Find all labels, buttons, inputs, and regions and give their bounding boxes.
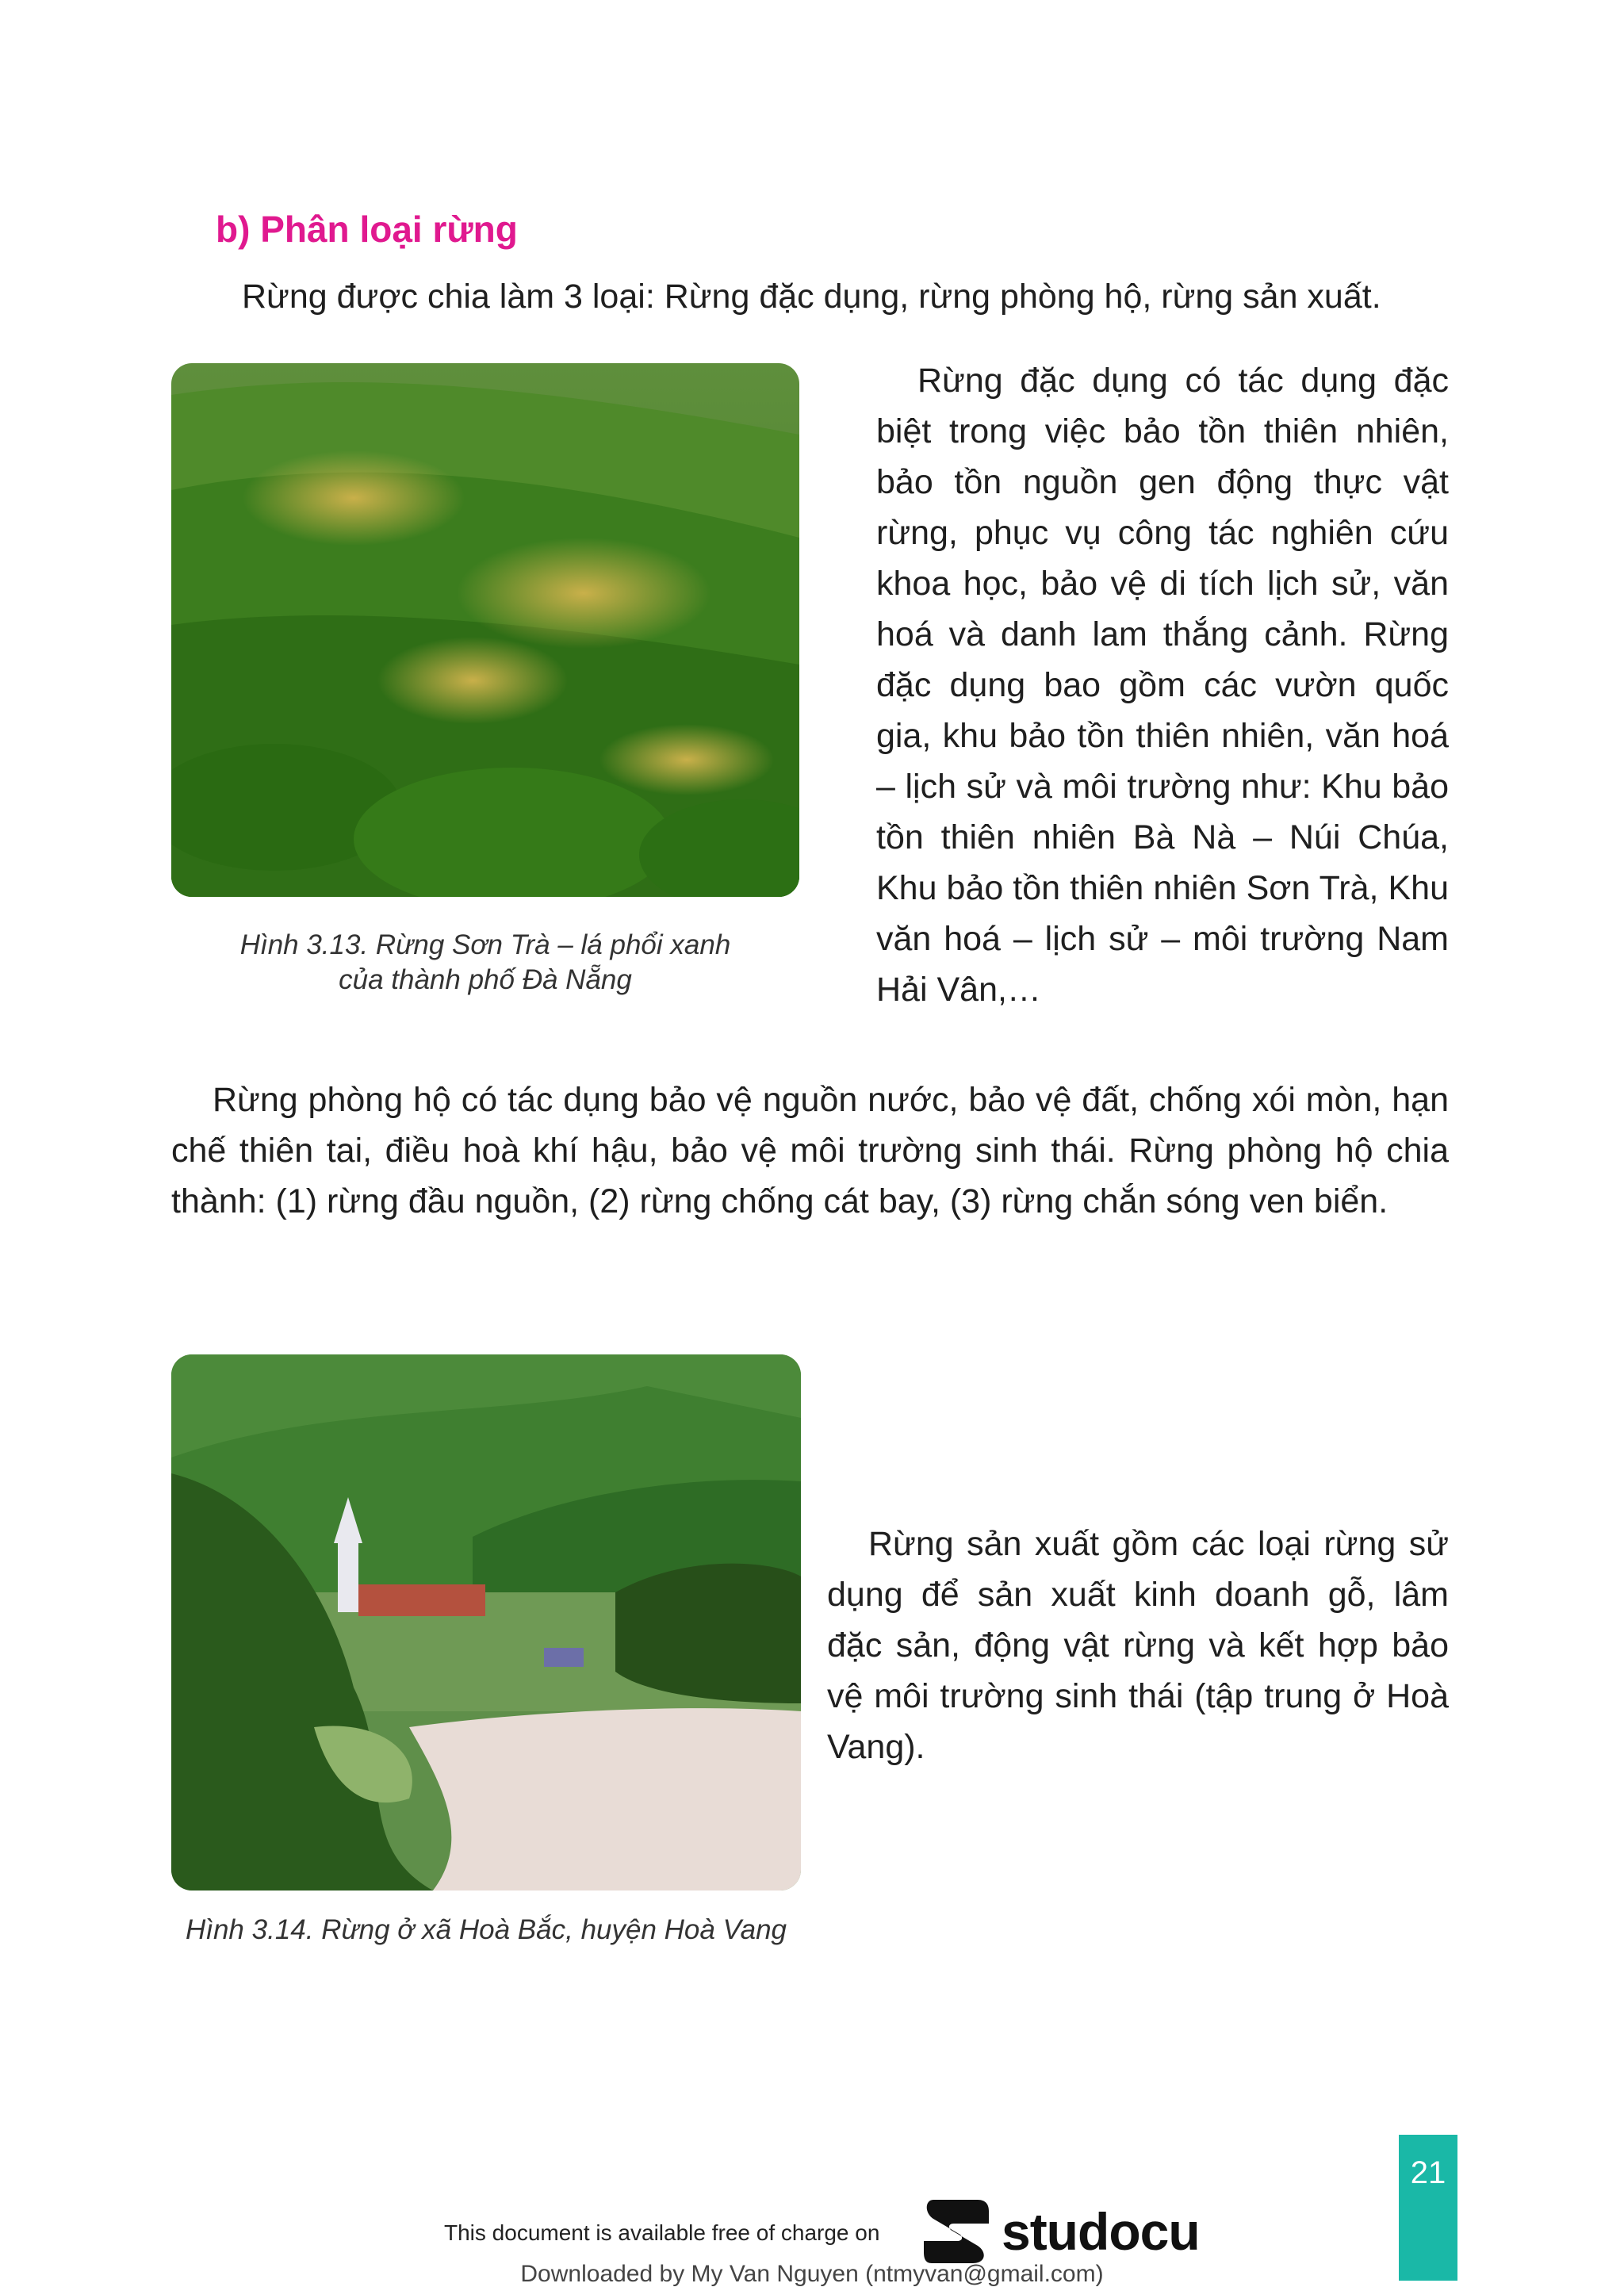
hoa-bac-forest-photo [171,1354,801,1891]
protection-forest-paragraph: Rừng phòng hộ có tác dụng bảo vệ nguồn nước, bảo vệ đất, chống xói mòn, hạn chế thiên tai, điều hoà khí hậu, bảo vệ môi trường sinh thái. Rừng phòng hộ chia thành: (1) rừng đầu nguồn, (2) rừng chống cát bay, (3) rừng chắn sóng ven biển. [171,1081,1449,1220]
intro-text: Rừng được chia làm 3 loại: Rừng đặc dụng, rừng phòng hộ, rừng sản xuất. [242,278,1381,316]
page-number-tab [1399,2135,1457,2281]
son-tra-forest-photo [171,363,799,897]
section-heading: b) Phân loại rừng [216,209,518,250]
studocu-logo[interactable] [922,2195,1200,2268]
caption-line: của thành phố Đà Nẵng [339,964,632,995]
studocu-mark-icon [922,2195,990,2268]
figure-3-14-caption: Hình 3.14. Rừng ở xã Hoà Bắc, huyện Hoà Vang [185,1914,787,1945]
availability-note: This document is available free of charge on [444,2220,880,2245]
studocu-wordmark: studocu [1002,2202,1200,2261]
production-forest-paragraph: Rừng sản xuất gồm các loại rừng sử dụng để sản xuất kinh doanh gỗ, lâm đặc sản, động vật rừng và kết hợp bảo vệ môi trường sinh thái (tập trung ở Hoà Vang). [827,1525,1449,1766]
special-use-forest-paragraph: Rừng đặc dụng có tác dụng đặc biệt trong việc bảo tồn thiên nhiên, bảo tồn nguồn gen động thực vật rừng, phục vụ công tác nghiên cứu khoa học, bảo vệ di tích lịch sử, văn hoá và danh lam thắng cảnh. Rừng đặc dụng bao gồm các vườn quốc gia, khu bảo tồn thiên nhiên, văn hoá – lịch sử và môi trường như: Khu bảo tồn thiên nhiên Bà Nà – Núi Chúa, Khu bảo tồn thiên nhiên Sơn Trà, Khu văn hoá – lịch sử – môi trường Nam Hải Vân,… [876,362,1449,1009]
page-number: 21 [1410,2155,1446,2190]
download-attribution: Downloaded by My Van Nguyen (ntmyvan@gmail.com) [520,2261,1104,2287]
figure-3-13-caption [171,928,799,998]
caption-line: Hình 3.13. Rừng Sơn Trà – lá phổi xanh [239,929,731,960]
